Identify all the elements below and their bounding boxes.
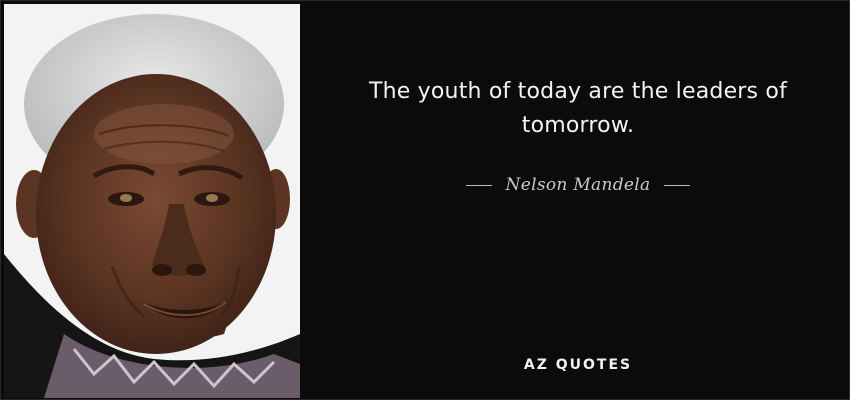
quote-text: The youth of today are the leaders of tomorrow. [368,79,788,138]
portrait-photo [4,4,300,398]
author-dash-left [466,185,492,186]
brand-logo: AZ QUOTES [523,357,633,373]
author-name: Nelson Mandela [505,175,651,195]
author-dash-right [664,185,690,186]
author-attribution [313,175,843,195]
